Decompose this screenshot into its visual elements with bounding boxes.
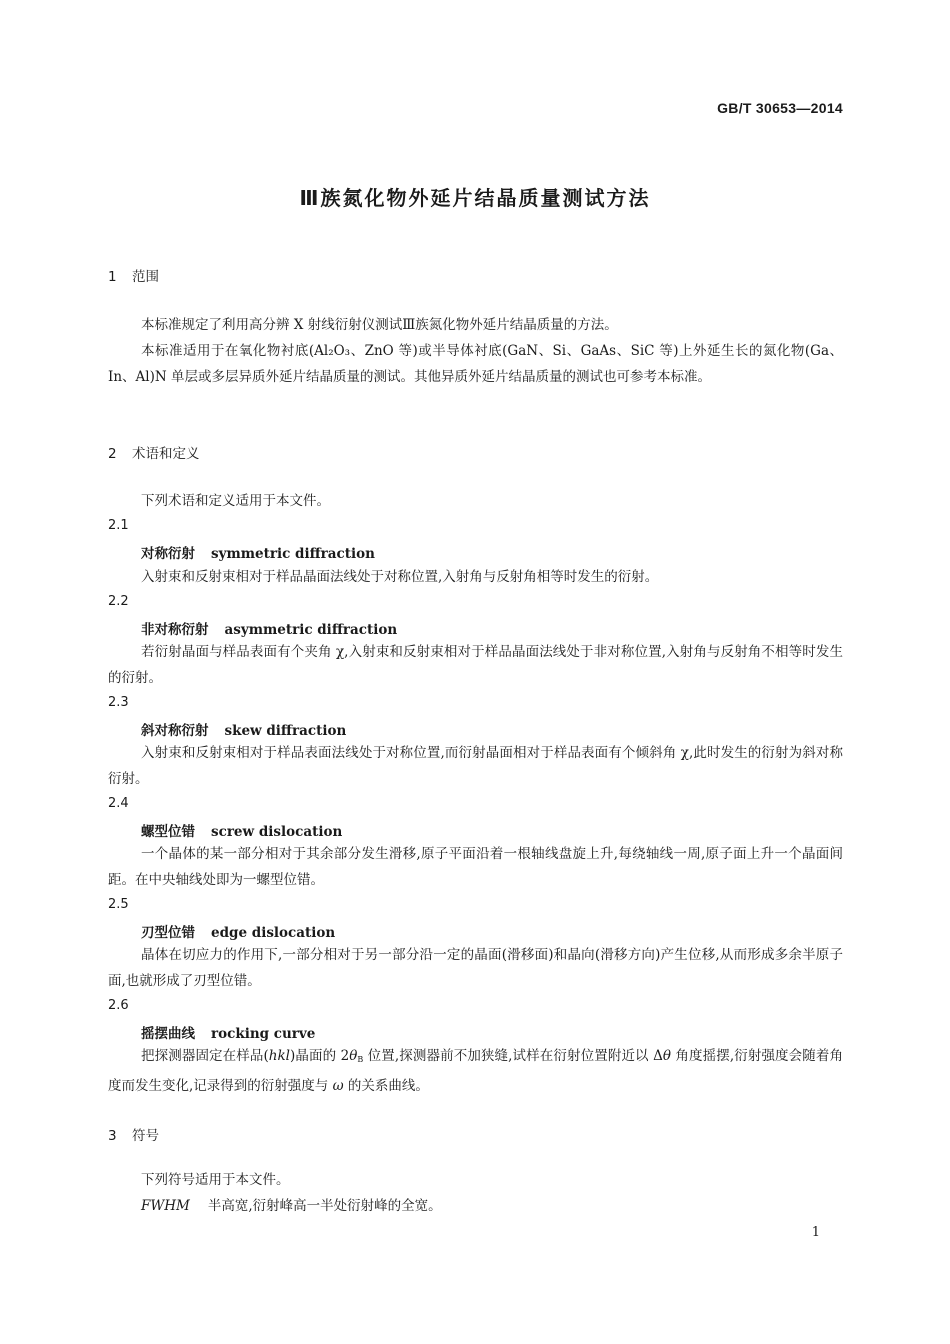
section-number: 1 bbox=[108, 269, 117, 285]
clause-number: 2.5 bbox=[108, 897, 129, 912]
term-zh: 螺型位错 bbox=[141, 824, 195, 840]
term-zh: 摇摆曲线 bbox=[141, 1026, 195, 1042]
standard-number: GB/T 30653—2014 bbox=[717, 100, 843, 116]
clause-number: 2.3 bbox=[108, 695, 129, 710]
term-zh: 对称衍射 bbox=[141, 546, 195, 562]
section-2-intro: 下列术语和定义适用于本文件。 bbox=[141, 493, 330, 509]
symbol-description: 半高宽,衍射峰高一半处衍射峰的全宽。 bbox=[207, 1198, 442, 1214]
term-zh: 刃型位错 bbox=[141, 925, 195, 941]
term-zh: 斜对称衍射 bbox=[141, 723, 209, 739]
page-number: 1 bbox=[811, 1225, 820, 1240]
symbol-definition bbox=[108, 1193, 843, 1219]
term-en: symmetric diffraction bbox=[211, 546, 375, 562]
section-title: 术语和定义 bbox=[132, 446, 200, 462]
term-heading bbox=[141, 542, 375, 562]
term-heading bbox=[141, 1022, 315, 1042]
term-definition: 把探测器固定在样品(hkl)晶面的 $2\theta_B$ 位置,探测器前不加狭缝,试样在衍射位置附近以 Δθ 角度摇摆,衍射强度会随着角度而发生变化,记录得到的衍射强度与 ω 的关系曲线。 bbox=[108, 1048, 843, 1094]
clause-number: 2.6 bbox=[108, 998, 129, 1013]
section-3-heading bbox=[108, 1124, 159, 1144]
section-1-paragraph-1: 本标准规定了利用高分辨 X 射线衍射仪测试Ⅲ族氮化物外延片结晶质量的方法。 bbox=[141, 317, 618, 333]
clause-number: 2.1 bbox=[108, 518, 129, 533]
term-definition: 晶体在切应力的作用下,一部分相对于另一部分沿一定的晶面(滑移面)和晶向(滑移方向)产生位移,从而形成多余半原子面,也就形成了刃型位错。 bbox=[108, 947, 843, 989]
term-en: edge dislocation bbox=[211, 925, 336, 941]
term-en: rocking curve bbox=[211, 1026, 316, 1042]
term-definition: 入射束和反射束相对于样品表面法线处于对称位置,而衍射晶面相对于样品表面有个倾斜角 χ,此时发生的衍射为斜对称衍射。 bbox=[108, 745, 843, 787]
term-en: screw dislocation bbox=[211, 824, 343, 840]
term-en: asymmetric diffraction bbox=[224, 622, 398, 638]
term-heading bbox=[141, 921, 335, 941]
section-number: 2 bbox=[108, 446, 117, 462]
section-number: 3 bbox=[108, 1128, 117, 1144]
clause-number: 2.4 bbox=[108, 796, 129, 811]
term-definition: 一个晶体的某一部分相对于其余部分发生滑移,原子平面沿着一根轴线盘旋上升,每绕轴线一周,原子面上升一个晶面间距。在中央轴线处即为一螺型位错。 bbox=[108, 846, 843, 888]
term-heading bbox=[141, 719, 346, 739]
symbol-name: FWHM bbox=[141, 1198, 190, 1214]
term-en: skew diffraction bbox=[224, 723, 347, 739]
term-definition: 入射束和反射束相对于样品晶面法线处于对称位置,入射角与反射角相等时发生的衍射。 bbox=[141, 569, 659, 585]
section-2-heading bbox=[108, 442, 200, 462]
section-1-heading bbox=[108, 265, 159, 285]
term-definition: 若衍射晶面与样品表面有个夹角 χ,入射束和反射束相对于样品晶面法线处于非对称位置,入射角与反射角不相等时发生的衍射。 bbox=[108, 644, 843, 686]
section-title: 范围 bbox=[132, 269, 159, 285]
section-title: 符号 bbox=[132, 1128, 159, 1144]
term-heading bbox=[141, 618, 397, 638]
document-title: Ⅲ族氮化物外延片结晶质量测试方法 bbox=[299, 186, 651, 210]
clause-number: 2.2 bbox=[108, 594, 129, 609]
term-heading bbox=[141, 820, 342, 840]
section-3-intro: 下列符号适用于本文件。 bbox=[141, 1172, 290, 1188]
section-1-paragraph-2: 本标准适用于在氧化物衬底(Al₂O₃、ZnO 等)或半导体衬底(GaN、Si、GaAs、SiC 等)上外延生长的氮化物(Ga、In、Al)N 单层或多层异质外延片结晶质量的测试。其他异质外延片结晶质量的测试也可参考本标准。 bbox=[108, 343, 843, 385]
term-zh: 非对称衍射 bbox=[141, 622, 209, 638]
